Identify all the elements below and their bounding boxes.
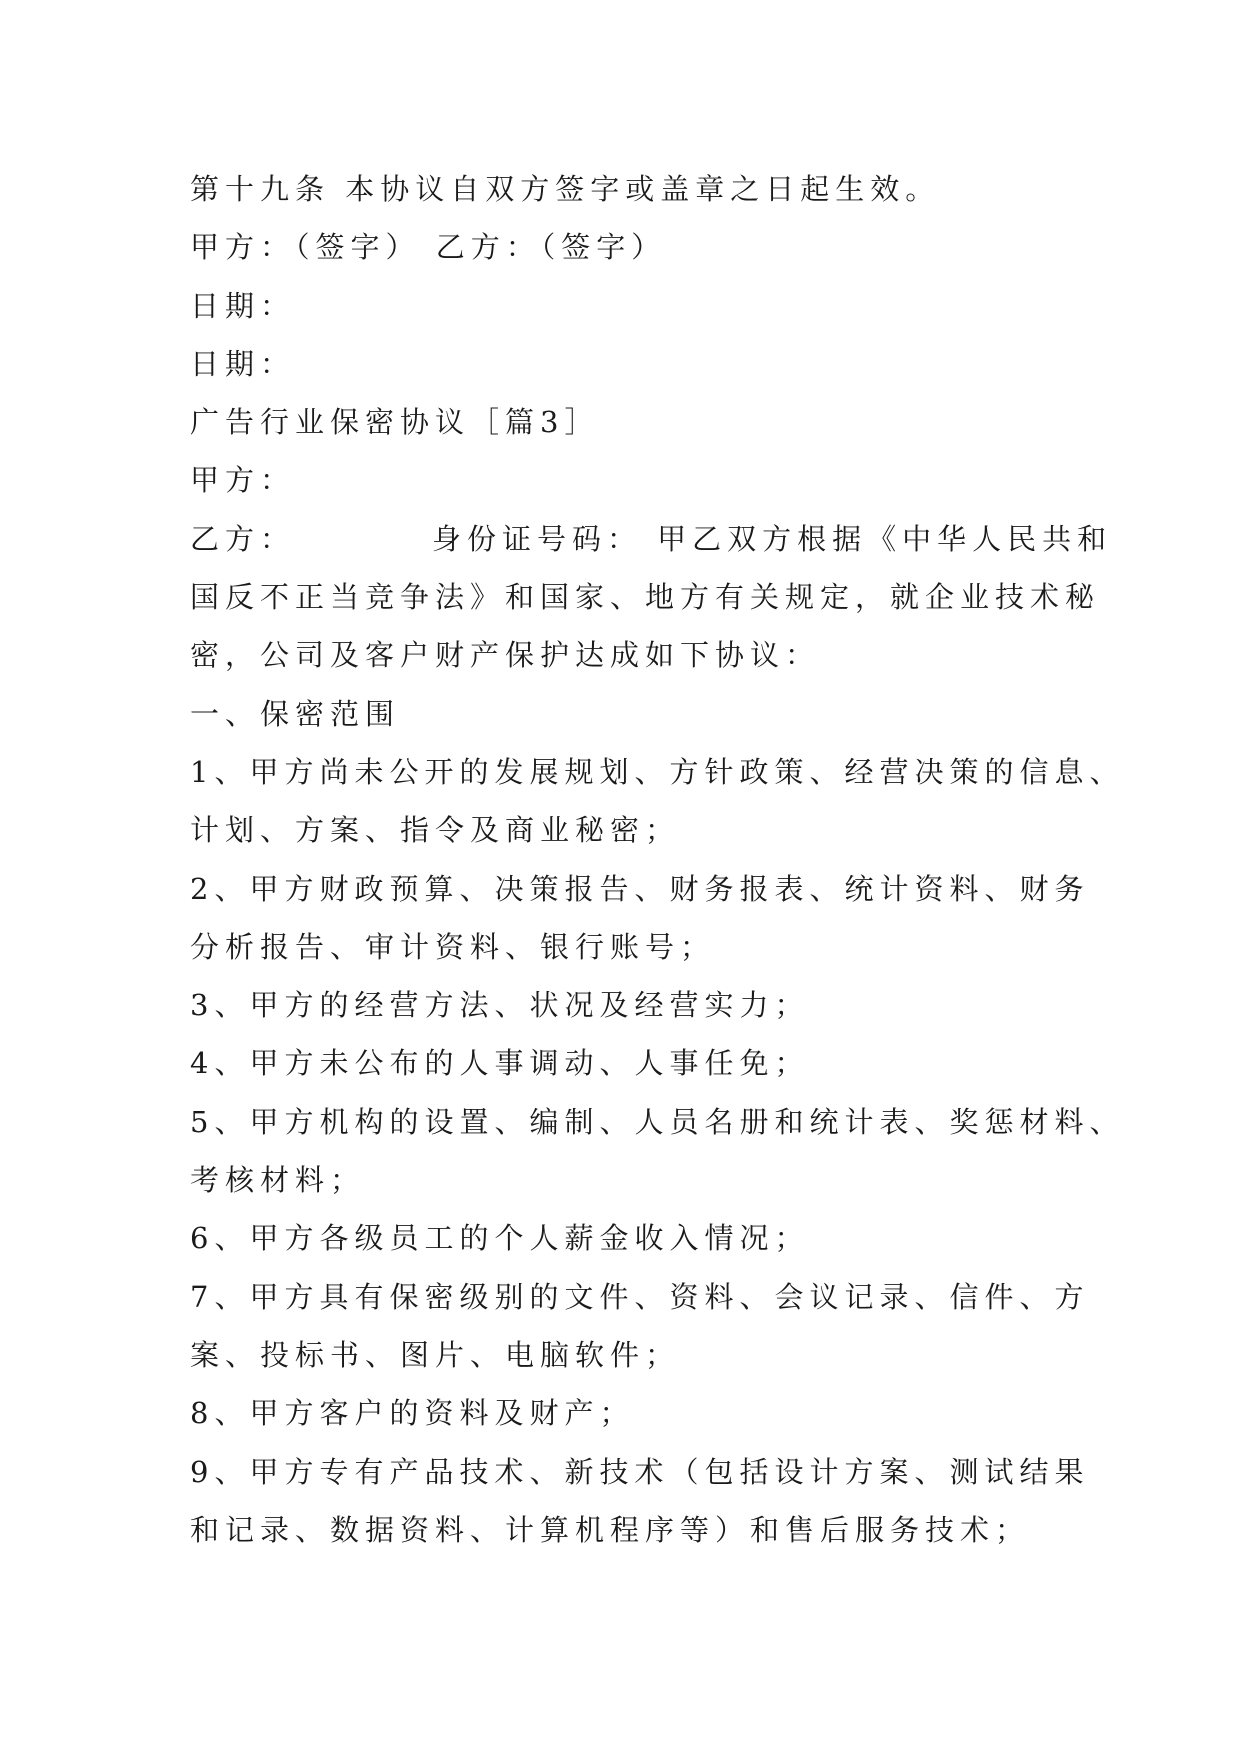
list-item-continuation: 案、投标书、图片、电脑软件； [190, 1337, 681, 1372]
date-line-party-b: 日期： [190, 346, 296, 381]
signature-line: 甲方：（签字） 乙方：（签字） [190, 230, 667, 265]
document-body [190, 160, 1125, 1559]
paragraph-line: 密，公司及客户财产保护达成如下协议： [190, 638, 821, 673]
list-item: 1、甲方尚未公开的发展规划、方针政策、经营决策的信息、 [190, 754, 1125, 789]
list-item: 9、甲方专有产品技术、新技术（包括设计方案、测试结果 [190, 1454, 1090, 1489]
date-line-party-a: 日期： [190, 288, 296, 323]
paragraph-line: 乙方： 身份证号码： 甲乙双方根据《中华人民共和 [190, 521, 1113, 556]
paragraph-line: 国反不正当竞争法》和国家、地方有关规定，就企业技术秘 [190, 580, 1101, 615]
list-item: 3、甲方的经营方法、状况及经营实力； [190, 988, 810, 1023]
list-item: 6、甲方各级员工的个人薪金收入情况； [190, 1221, 810, 1256]
list-item-continuation: 考核材料； [190, 1163, 366, 1198]
party-a-line: 甲方： [190, 463, 296, 498]
list-item-continuation: 分析报告、审计资料、银行账号； [190, 929, 716, 964]
heading-confidential-scope: 一、保密范围 [190, 696, 401, 731]
article-19-text: 第十九条 本协议自双方签字或盖章之日起生效。 [190, 172, 941, 206]
section-title: 广告行业保密协议［篇3］ [190, 405, 600, 440]
list-item-continuation: 和记录、数据资料、计算机程序等）和售后服务技术； [190, 1512, 1031, 1547]
list-item: 5、甲方机构的设置、编制、人员名册和统计表、奖惩材料、 [190, 1104, 1125, 1139]
list-item: 8、甲方客户的资料及财产； [190, 1396, 635, 1431]
list-item: 4、甲方未公布的人事调动、人事任免； [190, 1046, 810, 1081]
list-item: 2、甲方财政预算、决策报告、财务报表、统计资料、财务 [190, 871, 1090, 906]
list-item: 7、甲方具有保密级别的文件、资料、会议记录、信件、方 [190, 1279, 1090, 1314]
list-item-continuation: 计划、方案、指令及商业秘密； [190, 813, 681, 848]
